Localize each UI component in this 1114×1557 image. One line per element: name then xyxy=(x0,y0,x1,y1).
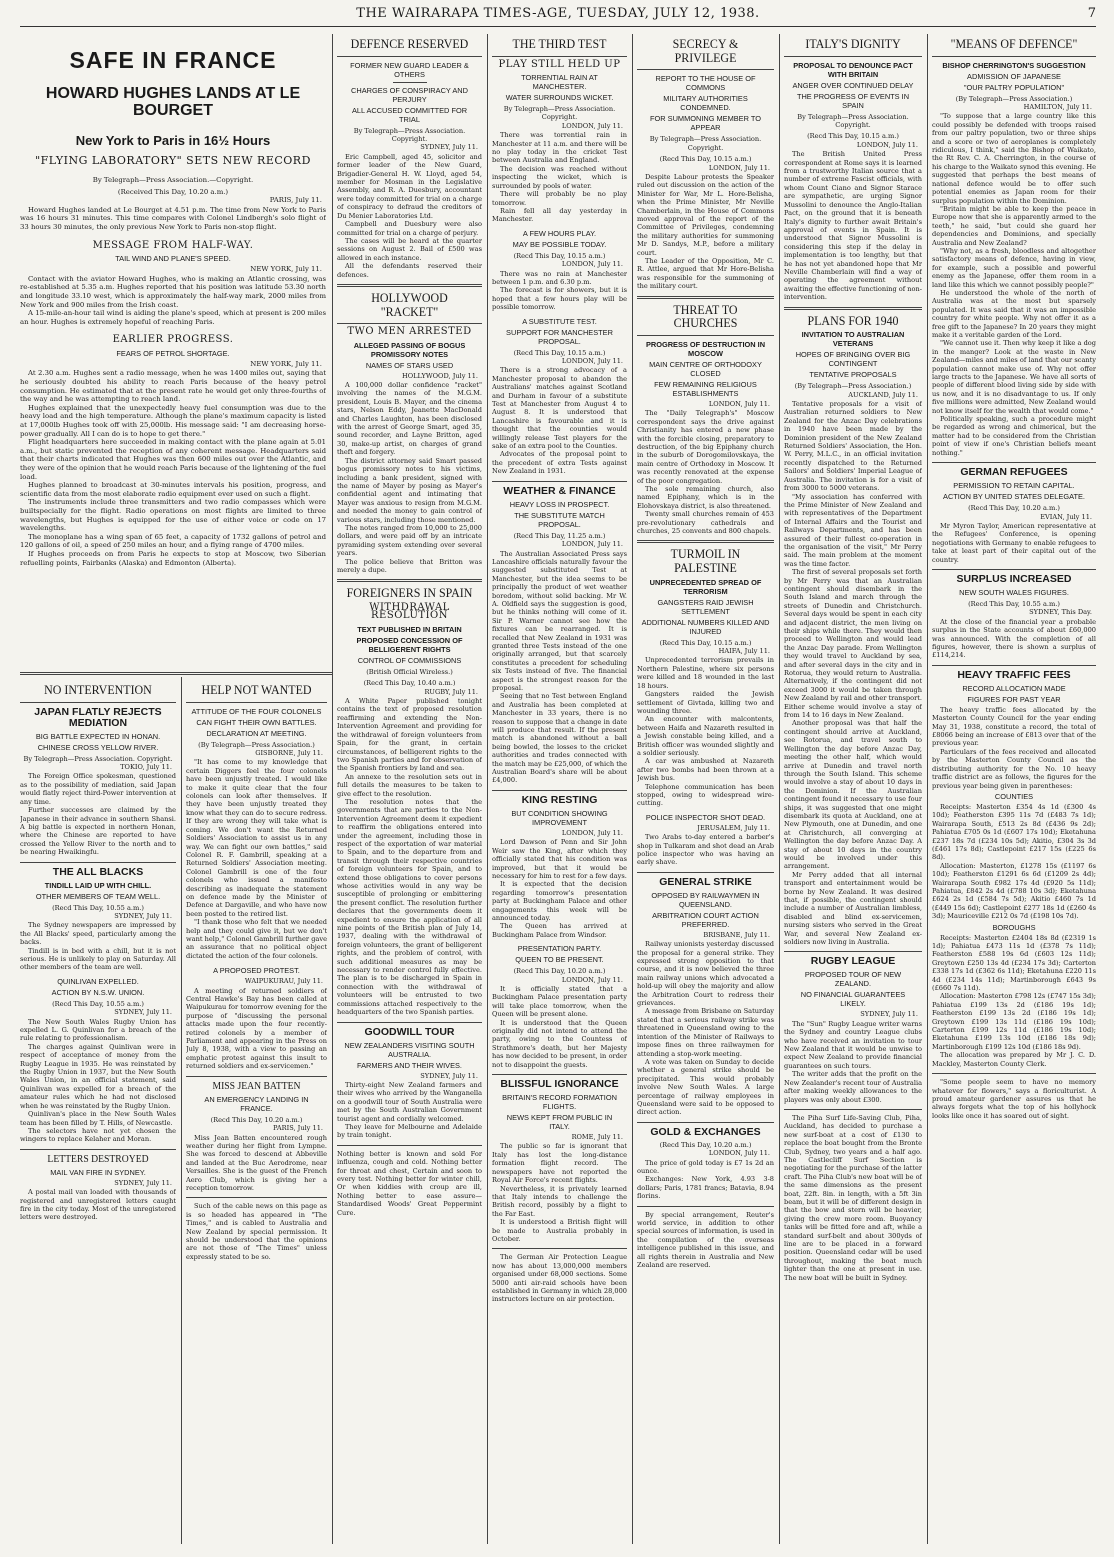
dateline: ROME, July 11. xyxy=(571,1133,623,1142)
headline: SAFE IN FRANCE xyxy=(69,47,277,73)
subheading: TINDILL LAID UP WITH CHILL. xyxy=(44,880,152,890)
received-line: (Recd This Day, 10.20 a.m.) xyxy=(513,967,606,976)
dateline: PARIS, July 11. xyxy=(273,1124,323,1133)
subheading: TAIL WIND AND PLANE'S SPEED. xyxy=(115,254,231,264)
dateline: LONDON, July 11. xyxy=(708,1149,770,1158)
dateline: LONDON, July 11. xyxy=(561,540,623,549)
dateline: LONDON, July 11. xyxy=(561,121,623,130)
byline: (British Official Wireless.) xyxy=(366,667,453,676)
newspaper-title: THE WAIRARAPA TIMES-AGE, TUESDAY, JULY 12, 1938. xyxy=(356,6,760,21)
paragraph: If Hughes proceeds on from Paris he expects to stop at Moscow, two Siberian refuelling points, Fairbanks (Alaska) and Edmonton (Alberta). xyxy=(20,549,326,567)
dateline: LONDON, July 11. xyxy=(561,828,623,837)
paragraph: Quinlivan's place in the New South Wales team has been filled by T. Hills, of Newcastle. xyxy=(20,1110,176,1127)
paragraph: A meeting of returned soldiers of Central Hawke's Bay has been called at Waipukurau for tomorrow evening for the purpose of "discussing the personal attacks made upon the four recently-retired colonels by a member of Parliament and appearing in the Press on July 8, 1938, with a view to passing an emphatic protest against this insult to returned soldiers and ex-servicemen." xyxy=(186,986,327,1071)
subheadline: New York to Paris in 16½ Hours xyxy=(75,132,271,148)
subheading: FARMERS AND THEIR WIVES. xyxy=(357,1060,462,1070)
subheading: FOR SUMMONING MEMBER TO APPEAR xyxy=(650,114,761,133)
dateline: HOLLYWOOD, July 11. xyxy=(402,371,478,380)
paragraph: The police believe that Britton was merely a dupe. xyxy=(337,557,482,574)
headline: "MEANS OF DEFENCE" xyxy=(950,36,1078,51)
paragraph: The Sydney newspapers are impressed by the All Blacks' speed, particularly among the backs. xyxy=(20,921,176,947)
byline: By Telegraph—Press Association. Copyright. xyxy=(649,135,762,152)
paragraph: Hughes explained that the unexpectedly heavy fuel consumption was due to the heavy load and the high temperature. Although the plane's maximum capacity is listed at 17,000lb Hughes took off with 25,000lb. His message said: "I am decreasing horse-power gradually. All I can do is to hope to get there." xyxy=(20,403,326,438)
subheading: QUINLIVAN EXPELLED. xyxy=(57,976,139,986)
headline: FOREIGNERS IN SPAIN xyxy=(346,585,473,601)
paragraph: Two Arabs to-day entered a barber's shop in Tulkaram and shot dead an Arab police inspector who was having an early shave. xyxy=(637,833,774,867)
subheading: ADDITIONAL NUMBERS KILLED AND INJURED xyxy=(641,617,770,636)
dateline: SYDNEY, July 11. xyxy=(114,1178,172,1187)
column-2 xyxy=(337,34,482,1544)
dateline: SYDNEY, July 11. xyxy=(860,1010,918,1019)
headline: HOLLYWOOD "RACKET" xyxy=(371,289,448,319)
paragraph: Particulars of the fees received and allocated by the Masterton County Council as the distributing authority for the No. 10 heavy traffic district are as follows, the figures for the previous year being given in parentheses: xyxy=(932,747,1096,790)
headline: PLANS FOR 1940 xyxy=(807,312,899,328)
subheading: ARBITRATION COURT ACTION PREFERRED. xyxy=(652,910,759,929)
received-line: (Recd This Day, 10.55 a.m.) xyxy=(52,903,144,912)
headline: THE THIRD TEST xyxy=(512,36,607,51)
subheading: BIG BATTLE EXPECTED IN HONAN. xyxy=(35,731,161,741)
subheading: FEW REMAINING RELIGIOUS ESTABLISHMENTS xyxy=(654,379,757,398)
subheading: WATER SURROUNDS WICKET. xyxy=(505,93,614,103)
paragraph: There will probably be no play tomorrow. xyxy=(492,190,627,207)
received-line: (Recd This Day, 10.55 a.m.) xyxy=(968,599,1060,608)
subheadline: "FLYING LABORATORY" SETS NEW RECORD xyxy=(35,154,311,168)
dateline: PARIS, July 11. xyxy=(269,196,322,205)
subheading: BISHOP CHERRINGTON'S SUGGESTION xyxy=(942,60,1086,70)
paragraph: Unprecedented terrorism prevails in Northern Palestine, where six persons were killed and 18 wounded in the last 18 hours. xyxy=(637,656,774,690)
paragraph: They leave for Melbourne and Adelaide by train tonight. xyxy=(337,1122,482,1140)
byline: By Telegraph—Press Association. Copyright. xyxy=(797,112,909,130)
paragraph: Howard Hughes landed at Le Bourget at 4.51 p.m. The time from New York to Paris was 16 hours 31 minutes. This time compares with Colonel Lindbergh's solo flight of 33 hours 30 minutes, the only previous New York to Paris non-stop flight. xyxy=(20,205,326,231)
paragraph: Allocation: Masterton £798 12s (£747 15s 3d); Pahiatua £199 13s 2d (£186 19s 1d); Featherston £199 13s 2d (£186 19s 1d); Greytown £199 13s 11d (£186 19s 10d); Carterton £199 12s 11d (£186 19s 10d); Eketahuna £199 13s 10d (£186 18s 9d); Martinborough £199 12s 10d (£186 18s 9d). xyxy=(932,992,1096,1051)
received-line: (Recd This Day, 11.25 a.m.) xyxy=(513,531,606,540)
subheading: COUNTIES xyxy=(994,791,1034,801)
paragraph: The notes ranged from 10,000 to 25,000 dollars, and were paid off by an intricate pyramiding system extending over several years. xyxy=(337,523,482,558)
paragraph: He understood the whole of the north of Australia was at the most but sparsely populated. It was said that it was an impossible country for white people. Why not offer it as a free gift to the Japanese? In 20 years they might make it a veritable garden of the Lord. xyxy=(932,288,1096,340)
paragraph: Gangsters raided the Jewish settlement of Givtada, killing two and wounding three. xyxy=(637,690,774,715)
paragraph: There was torrential rain in Manchester at 11 a.m. and there will be no play today in the cricket Test between Australia and England. xyxy=(492,131,627,165)
subheading: NEWS KEPT FROM PUBLIC IN ITALY. xyxy=(506,1113,613,1132)
received-line: (Recd This Day, 10.20 a.m.) xyxy=(210,1115,303,1124)
paragraph: The cases will be heard at the quarter sessions on August 2. Bail of £500 was allowed in each instance. xyxy=(337,236,482,262)
paragraph: The Piha Surf Life-Saving Club, Piha, Auckland, has decided to purchase a new surf-boat at a cost of £130 to replace the boat bought from the Bronte Club, Sydney, two years and a half ago. The Castlecliff Surf Section is negotiating for the purchase of the latter craft. The Piha Club's new boat will be of the same dimensions as the present boat, 22ft. 8in. in length, with a 5ft 3in beam, but it will be of different design in that the bow and stern will be heavier, giving the crew more room. Buoyancy tanks will be fitted fore and aft, while a standard surf-belt and about 300yds of line are to be placed in a forward position. Queensland cedar will be used throughout, making the boat much lighter than the one at present in use. The new boat will be built in Sydney. xyxy=(784,1113,922,1282)
advertisement: Nothing better is known and sold For influenza, cough and cold. Nothing better for throat and chest, Certain and soon to every test. Nothing better for winter chill, Or when kiddies with croup are ill, Nothing better to ease assure— Standardised Woods' Great Peppermint Cure. xyxy=(337,1149,482,1217)
subheadline: WITHDRAWAL RESOLUTION xyxy=(369,602,450,622)
headline: LETTERS DESTROYED xyxy=(47,1153,149,1165)
masthead xyxy=(20,6,1096,27)
subheading: FEARS OF PETROL SHORTAGE. xyxy=(116,348,230,358)
paragraph: Seeing that no Test between England and Australia has been completed at Manchester in 33 years, there is no reason to suppose that a change in date will produce that result. If the present match is abandoned without a ball being bowled, the losses to the cricket authorities and trades connected with the match may be £25,000, of which the Australian Board's share will be about £4,000. xyxy=(492,692,627,785)
subheading: AN EMERGENCY LANDING IN FRANCE. xyxy=(204,1094,309,1113)
paragraph: Lord Dawson of Penn and Sir John Weir saw the King, after which they officially stated that his condition was improved, but that it would be necessary for him to rest for a few days. xyxy=(492,838,627,880)
byline: (By Telegraph—Press Association.) xyxy=(198,740,315,749)
paragraph: Mr Myron Taylor, American representative at the Refugees' Conference, is opening negotiations with Germany to enable refugees to take at least part of their capital out of the country. xyxy=(932,521,1096,564)
dateline: SYDNEY, July 11. xyxy=(114,1008,172,1017)
dateline: JERUSALEM, July 11. xyxy=(697,823,770,832)
dateline: LONDON, July 11. xyxy=(561,975,623,984)
paragraph: An annexe to the resolution sets out in full details the measures to be taken to give effect to the resolution. xyxy=(337,772,482,798)
subheading: PROPOSAL TO DENOUNCE PACT WITH BRITAIN xyxy=(793,60,913,79)
subheadline: PLAY STILL HELD UP xyxy=(498,58,621,70)
paragraph: The first of several proposals set forth by Mr Perry was that an Australian contingent should disembark in the South Island and march through the streets of Dunedin and Christchurch. Several days would be spent in each city and adjacent district, the men living on their ships while there. They would then proceed to Wellington and would lead the Anzac Day parade. From Wellington they would travel to Auckland by sea, and after several days in the city and in Rotorua, they would return to Australia. Alternatively, if the contingent did not exceed 3000 it would be taken through New Zealand by rail and other transport. Either scheme would involve a stay of from 14 to 16 days in New Zealand. xyxy=(784,568,922,720)
received-line: (Recd This Day, 10.15 a.m.) xyxy=(513,348,606,357)
dateline: BRISBANE, July 11. xyxy=(703,930,770,939)
subheading: MILITARY AUTHORITIES CONDEMNED. xyxy=(663,94,748,113)
received-line: (Recd This Day, 10.15 a.m.) xyxy=(659,155,752,164)
paragraph: "Britain might be able to keep the peace in Europe now that she is apparently armed to the teeth," he said, "but could she guard her dependencies and Dominions, and specially Australia and New Zealand? xyxy=(932,204,1096,247)
paragraph: Receipts: Masterton £2404 18s 8d (£2319 1s 1d); Pahiatua £473 11s 1d (£378 7s 11d); Featherston £588 19s 6d (£603 12s 11d); Greytown £250 13s 4d (£234 17s 3d); Carterton £338 17s 1d (£362 6s 11d); Eketahuna £220 11s 4d (£234 14s 11d); Martinborough £643 9s (£660 7s 11d). xyxy=(932,933,1096,993)
divider xyxy=(20,672,332,675)
paragraph: The Leader of the Opposition, Mr C. R. Attlee, argued that Mr Hore-Belisha was responsible for the summoning of the military court. xyxy=(637,256,774,291)
subheading: NO FINANCIAL GUARANTEES LIKELY. xyxy=(800,990,906,1009)
paragraph: The "Sun" Rugby League writer warns the Sydney and country League clubs who have received an invitation to tour New Zealand that it would be unwise to expect New Zealand to provide financial guarantees on such tours. xyxy=(784,1019,922,1070)
paragraph: Advocates of the proposal point to the precedent of extra Tests against New Zealand in 1931. xyxy=(492,450,627,476)
dateline: LONDON, July 11. xyxy=(708,399,770,408)
paragraph: The British United Press correspondent at Rome says it is learned from a trustworthy Italian source that a number of extreme Fascist officials, with whom Count Ciano and Signor Starace are sympathetic, are urging Signor Mussolini to denounce the Anglo-Italian Pact, on the ground that it is beneath Italy's dignity to further await Britain's approval of events in Spain. It is understood that Signor Mussolini is considering this step if the delay in implementation is too lengthy, but that he has not yet abandoned hope that Mr Neville Chamberlain will find a way of operating the agreement without awaiting the effective functioning of non-intervention. xyxy=(784,150,922,302)
paragraph: A White Paper published tonight contains the text of proposed resolution reaffirming and extending the Non-Intervention Agreement and providing for the withdrawal of foreign volunteers from Spain, for the grant, in certain circumstances, of belligerent rights to the two Spanish parties and for observation of the Spanish frontiers by land and sea. xyxy=(337,697,482,773)
paragraph: Mr Perry added that all internal transport and entertainment would be borne by New Zealand. It was desired that, if possible, the contingent should include a number of Australian limbless, disabled and blind ex-servicemen, nursing sisters who served in the Great War, and several New Zealand ex-soldiers now living in Australia. xyxy=(784,870,922,947)
dateline: HAMILTON, July 11. xyxy=(1023,103,1092,112)
received-line: (Received This Day, 10.20 a.m.) xyxy=(117,187,229,196)
paragraph: The charges against Quinlivan were in respect of acceptance of money from the Rugby League in 1935. He was reinstated by the Rugby Union in 1937, but the New South Wales Union, in an official statement, said Quinlivan was expelled for a breach of the amateur rules which he had not disclosed when he was reinstated by the Rugby Union. xyxy=(20,1042,176,1110)
headline: SECRECY & PRIVILEGE xyxy=(672,36,739,65)
subheading: THE PROGRESS OF EVENTS IN SPAIN xyxy=(796,91,910,110)
subheading: NEW ZEALANDERS VISITING SOUTH AUSTRALIA. xyxy=(344,1040,475,1059)
paragraph: Another proposal was that half the contingent should arrive at Auckland, see Rotorua, and travel south to Wellington the day before Anzac Day, meeting the other half, which would arrive at Dunedin and travel north through the South Island. This scheme would involve a stay of about 10 days in the Dominion. If the Australian contingent found it necessary to use four ships, it was suggested that one might disembark its quota at Auckland, one at New Plymouth, one at Dunedin, and one at Christchurch, all converging at Wellington the day before Anzac Day. A stay of about 10 days in the country would be involved under this arrangement. xyxy=(784,719,922,871)
dateline: SYDNEY, July 11. xyxy=(420,143,478,152)
paragraph: "To suppose that a large country like this could possibly be defended with troops raised from our paltry population, two or three ships and a score or two of aeroplanes is completely ridiculous, I think," said the Bishop of Waikato, the Rt Rev. C. A. Cherrington, in the course of his charge to the Waikato synod this evening. He suggested that perhaps the best means of national defence would be to offer such potential enemies as Japan room for their surplus population within the Dominion. xyxy=(932,112,1096,205)
subheading: HOPES OF BRINGING OVER BIG CONTINGENT xyxy=(795,350,911,369)
subheading: PROGRESS OF DESTRUCTION IN MOSCOW xyxy=(645,339,766,358)
headline: BLISSFUL IGNORANCE xyxy=(500,1078,619,1091)
received-line: (Recd This Day, 10.15 a.m.) xyxy=(807,132,899,141)
subheading: HEAVY LOSS IN PROSPECT. xyxy=(509,499,610,509)
subheading: A FEW HOURS PLAY. xyxy=(522,228,597,238)
paragraph: The selectors have not yet chosen the wingers to replace Kelaher and Moran. xyxy=(20,1126,176,1144)
paragraph: "It has come to my knowledge that certain Diggers feel the four colonels have been unjustly treated. I would like to make it quite clear that the four colonels can look after themselves. If they have been unjustly treated they know what they can do to secure redress. If they are wrong they will take what is coming. We don't want the Returned Soldiers' Association to assist us in any way. We can fight our own battles," said Colonel R. F. Gambrill, speaking at a Returned Soldiers' Association meeting. Colonel Gambrill is one of the four colonels who issued a manifesto describing as inadequate the statement on defence made by the Minister of Defence at Dargaville, and who have now been posted to the retired list. xyxy=(186,758,327,918)
paragraph: The resolution notes that the governments that are parties to the Non-Intervention Agreement deem it expedient to reaffirm the obligations entered into under the agreement, including those in respect of the exportation of war material to Spain, and to the departure from and transit through their respective countries of foreign volunteers for Spain, and to extend those obligations to cover persons whose activities would in any way be susceptible of prolonging or embittering the present conflict. The resolution further declares that the governments deem it expedient to ensure the application of all nine points of the British plan of July 14, 1937, dealing with the withdrawal of foreign volunteers, the grant of belligerent rights, and the problem of control, with such additional measures as may be necessary to render control fully effective. The plan is to be discharged in Spain in connection with the withdrawal of volunteers will be entrusted to two commissions attached respectively to the headquarters of the two Spanish parties. xyxy=(337,797,482,1017)
subheading: BUT CONDITION SHOWING IMPROVEMENT xyxy=(511,808,608,827)
paragraph: A vote was taken on Sunday to decide whether a general strike should be precipitated. This would probably involve New South Wales. A large percentage of railway employees in Queensland were said to be opposed to direct action. xyxy=(637,1057,774,1117)
headline: WEATHER & FINANCE xyxy=(503,484,616,497)
paragraph: The instruments include three transmitters and two radio compasses which were builtspecially for the flight. Radio operations on most flights are limited to three wavelengths, but Hughes is equipped for the use of either voice or code on 17 wavelengths. xyxy=(20,498,326,533)
paragraph: The Foreign Office spokesman, questioned as to the possibility of mediation, said Japan would flatly reject third-Power intervention at any time. xyxy=(20,772,176,806)
paragraph: The district attorney said Smart passed bogus promissory notes to his victims, including a bank president, signed with the name of Mayer by posing as Mayer's confidential agent and intimating that Mayer was anxious to resign from M.G.M. and needed the money to gain control of various stars, including those mentioned. xyxy=(337,456,482,524)
subheading: FORMER NEW GUARD LEADER & OTHERS xyxy=(350,60,469,79)
lead-story xyxy=(20,34,326,670)
paragraph: At 2.30 a.m. Hughes sent a radio message, when he was 1400 miles out, saying that he seriously doubted his ability to reach Paris because of the heavy petrol consumption. He estimated that at the present rate he would get only three-fourths of the way and he was attempting to reach land. xyxy=(20,369,326,404)
paragraph: Allocation: Masterton, £1278 15s (£1197 6s 10d); Featherston £1291 6s 6d (£1209 2s 4d); Wairarapa South £982 17s 4d (£920 5s 11d); Pahiatua, £842 2s 4d (£788 10s 3d); Eketahuna £624 2s 1d (£584 7s 5d); Akitio £460 7s 1d (£449 15s 6d); Castlepoint £277 18s 1d (£260 4s 3d); Mauriceville £212 0s 7d (£198 10s 7d). xyxy=(932,861,1096,921)
paragraph: The monoplane has a wing span of 65 feet, a capacity of 1732 gallons of petrol and 120 gallons of oil, a speed of 250 miles an hour, and a flying range of 4700 miles. xyxy=(20,532,326,550)
paragraph: Tindill is in bed with a chill, but it is not serious. He is unlikely to play on Saturday. All other members of the team are well. xyxy=(20,946,176,972)
subheading: OTHER MEMBERS OF TEAM WELL. xyxy=(35,891,161,901)
paragraph: Thirty-eight New Zealand farmers and their wives who arrived by the Wanganella on a goodwill tour of South Australia were met by the South Australian Government tourist agent and cordially welcomed. xyxy=(337,1080,482,1123)
headline: THE ALL BLACKS xyxy=(52,865,144,878)
subheading: BOROUGHS xyxy=(992,922,1036,932)
dateline: WAIPUKURAU, July 11. xyxy=(244,977,323,986)
subheading: CONTROL OF COMMISSIONS xyxy=(357,655,462,665)
column-rule xyxy=(181,677,182,1544)
subheadline: TWO MEN ARRESTED xyxy=(347,326,472,338)
received-line: (Recd This Day, 10.20 a.m.) xyxy=(968,504,1060,513)
dateline: RUGBY, July 11. xyxy=(424,687,478,696)
received-line: (Recd This Day, 10.15 a.m.) xyxy=(513,251,606,260)
subheading: ALL ACCUSED COMMITTED FOR TRIAL xyxy=(351,105,468,124)
headline: HEAVY TRAFFIC FEES xyxy=(957,668,1071,681)
column-4 xyxy=(637,34,774,1544)
subheading: TORRENTIAL RAIN AT MANCHESTER. xyxy=(521,73,598,92)
dateline: LONDON, July 11. xyxy=(561,356,623,365)
subheading: A SUBSTITUTE TEST. xyxy=(522,316,597,326)
byline: By Telegraph—Press Association. Copyright. xyxy=(23,754,173,763)
headline: TURMOIL IN PALESTINE xyxy=(670,546,741,576)
paragraph: A 15-mile-an-hour tail wind is aiding the plane's speed, which at present is 200 miles an hour. Hughes is extremely hopeful of reaching Paris. xyxy=(20,309,326,326)
column-6 xyxy=(932,34,1096,1544)
paragraph: Politically speaking, such a procedure might be regarded as wrong and chimerical, but the matter had to be considered from the Christian point of view if one's Christian beliefs meant nothing." xyxy=(932,415,1096,457)
dateline: LONDON, July 11. xyxy=(708,163,770,172)
byline: By Telegraph—Press Association. Copyright. xyxy=(353,126,466,144)
paragraph: A 100,000 dollar confidence "racket" involving the names of the M.G.M. president, Louis B. Mayer, and the cinema stars, Nelson Eddy, Jeanette MacDonald and Charles Laughton, has been disclosed with the arrest of George Smart, aged 35, sound recorder, and Layne Britton, aged 30, make-up artist, on charges of grand theft and forgery. xyxy=(337,381,482,457)
paragraph: A postal mail van loaded with thousands of registered and unregistered letters caught fire in the city today. Most of the unregistered letters were destroyed. xyxy=(20,1188,176,1222)
received-line: (Recd This Day, 10.15 a.m.) xyxy=(659,638,752,647)
dateline: TOKIO, July 11. xyxy=(120,763,172,772)
column-rule xyxy=(632,34,633,1544)
received-line: (Recd This Day, 10.40 a.m.) xyxy=(363,679,456,688)
paragraph: The forecast is for showers, but it is hoped that a few hours play will be possible tomorrow. xyxy=(492,286,627,312)
paragraph: Contact with the aviator Howard Hughes, who is making an Atlantic crossing, was re-established at 5.35 a.m. Hughes reported that his position was latitude 53.30 north and longitude 33.10 west, which is approximately the half-way mark, 2000 miles from New York and 900 miles from the Irish coast. xyxy=(20,274,326,309)
paragraph: The allocation was prepared by Mr J. C. D. Mackley, Masterton County Clerk. xyxy=(932,1051,1096,1068)
byline: (By Telegraph—Press Association.) xyxy=(955,94,1073,103)
subheading: ATTITUDE OF THE FOUR COLONELS xyxy=(191,706,322,716)
column-5 xyxy=(784,34,922,1544)
subheading: PROPOSED CONCESSION OF BELLIGERENT RIGHTS xyxy=(356,635,463,654)
paragraph: Despite Labour protests the Speaker ruled out discussion on the action of the Minister for War, Mr L. Hore-Belisha, when the Prime Minister, Mr Neville Chamberlain, in the House of Commons moved approval of the report of the Committee of Privileges, condemning the military authorities for summoning Mr D. Sandys, M.P., before a military court. xyxy=(637,172,774,257)
subheading: "OUR PALTRY POPULATION" xyxy=(963,82,1065,92)
paragraph: Flight headquarters here succeeded in making contact with the plane again at 5.01 a.m., but static prevented the reception of any coherent message. Headquarters said that their charts indicated that Hughes was then 600 miles out over the Atlantic, and they were of the opinion that he would reach Paris because of the lightening of the fuel load. xyxy=(20,438,326,481)
paragraph: The public so far is ignorant that Italy has lost the long-distance formation flight record. The newspapers have not reported the Royal Air Force's recent flights. xyxy=(492,1142,627,1185)
paragraph: It is expected that the decision regarding tomorrow's presentation party at Buckingham Palace and other engagements this week will be announced today. xyxy=(492,880,627,922)
paragraph: It is understood a British flight will be made to Australia probably in October. xyxy=(492,1218,627,1243)
headline: HOWARD HUGHES LANDS AT LE BOURGET xyxy=(45,85,301,119)
byline: By Telegraph—Press Association.—Copyright. xyxy=(92,175,254,184)
paragraph: "We cannot use it. Then why keep it like a dog in the manger? Look at the waste in New Zealand—miles and miles of land that our scanty population cannot make use of. Why not offer large tracts to the Japanese. We have all sorts of people of different blood living side by side with us now, and it is no disadvantage to us. If only five millions were admitted, New Zealand would not know itself for the wealth that would come." xyxy=(932,339,1096,415)
subheading: THE SUBSTITUTE MATCH PROPOSAL. xyxy=(514,510,605,529)
paragraph: The German Air Protection League now has about 13,000,000 members organised under 68,000 sections. Some 5000 anti air-raid schools have been established in Germany in which 28,000 instructors lecture on air protection. xyxy=(492,1253,627,1304)
subheading: PERMISSION TO RETAIN CAPITAL. xyxy=(953,481,1075,491)
subheading: CHARGES OF CONSPIRACY AND PERJURY xyxy=(351,85,468,104)
subheading: MAIN CENTRE OF ORTHODOXY CLOSED xyxy=(649,359,762,378)
dateline: HAIFA, July 11. xyxy=(718,647,770,656)
paragraph: Twenty small churches remain of 453 pre-revolutionary cathedrals and churches, 25 convents and 800 chapels. xyxy=(637,510,774,535)
paragraph: The heavy traffic fees allocated by the Masterton County Council for the year ending May 31, 1938, constitute a record, the total of £8066 being an increase of £813 over that of the previous year. xyxy=(932,705,1096,748)
paragraph: Telephone communication has been stopped, owing to widespread wire-cutting. xyxy=(637,782,774,808)
column-1a xyxy=(20,680,176,1544)
headline: RUGBY LEAGUE xyxy=(810,955,896,968)
subheading: QUEEN TO BE PRESENT. xyxy=(515,955,604,965)
dateline: EVIAN, July 11. xyxy=(1040,512,1092,521)
subheading: MAY BE POSSIBLE TODAY. xyxy=(512,239,607,249)
paragraph: The decision was reached without inspecting the wicket, which is surrounded by pools of water. xyxy=(492,164,627,190)
dateline: NEW YORK, July 11. xyxy=(250,265,322,274)
headline: GOODWILL TOUR xyxy=(364,1025,455,1038)
subheading: DECLARATION AT MEETING. xyxy=(206,728,307,738)
headline: GERMAN REFUGEES xyxy=(960,466,1068,479)
headline: ITALY'S DIGNITY xyxy=(805,36,901,51)
subheading: PRESENTATION PARTY. xyxy=(517,944,602,954)
paragraph: It is officially stated that a Buckingham Palace presentation party will take place tomorrow, when the Queen will be present alone. xyxy=(492,984,627,1019)
subheading: ANGER OVER CONTINUED DELAY xyxy=(792,80,914,90)
paragraph: Nevertheless, it is privately learned that Italy intends to challenge the British record, possibly by a flight to the Far East. xyxy=(492,1184,627,1218)
paragraph: All the defendants reserved their defences. xyxy=(337,262,482,279)
paragraph: Such of the cable news on this page as is so headed has appeared in "The Times," and is cabled to Australia and New Zealand by special permission. It should be understood that the opinions are not those of "The Times" unless expressly stated to be so. xyxy=(186,1202,327,1261)
paragraph: "My association has conferred with the Prime Minister of New Zealand and with representatives of the Department of Internal Affairs and the Tourist and Railways Departments, and has been assured of their fullest co-operation in the organisation of the visit," Mr Perry said. The main problem at the moment was the time factor. xyxy=(784,492,922,568)
subheading: CAN FIGHT THEIR OWN BATTLES. xyxy=(196,717,317,727)
dateline: LONDON, July 11. xyxy=(561,260,623,269)
subheading: NAMES OF STARS USED xyxy=(365,360,454,370)
headline: KING RESTING xyxy=(521,793,598,806)
paragraph: It is understood that the Queen originally did not intend to attend the party, owing to the Countess of Strathmore's death, but her Majesty has now decided to be present, in order not to disappoint the guests. xyxy=(492,1018,627,1069)
paragraph: "Why not, as a fresh, bloodless and altogether satisfactory means of defence, having in view, for example, such a possible and powerful enemy as the Japanese, offer them room in a land like this which we cannot possibly people?" xyxy=(932,246,1096,289)
subheading: ACTION BY N.S.W. UNION. xyxy=(51,987,145,997)
paragraph: "I thank those who felt that we needed help and they could give it, but we don't want help," Colonel Gambrill further gave an assurance that no political object dictated the action of the four colonels. xyxy=(186,918,327,960)
paragraph: "Some people seem to have no memory whatever for flowers," says a floriculturist. A proud amateur gardener assures us that he always forgets what the top of his hollyhock looks like once it has soared out of sight. xyxy=(932,1078,1096,1120)
subheading: GANGSTERS RAID JEWISH SETTLEMENT xyxy=(657,597,754,616)
paragraph: Receipts: Masterton £354 4s 1d (£300 4s 10d); Featherston £395 11s 7d (£483 7s 1d); Wairarapa South, £513 2s 8d (£436 9s 2d); Pahiatua £705 0s 1d (£607 17s 10d); Eketahuna £237 18s 7d (£234 10s 5d); Akitio, £304 3s 3d (£461 17s 8d); Castlepoint £217 15s (£225 6s 8d). xyxy=(932,802,1096,862)
paragraph: The sole remaining church, also named Epiphany, which is in the Elohovskaya district, is also threatened. xyxy=(637,484,774,510)
subheading: UNPRECEDENTED SPREAD OF TERRORISM xyxy=(649,577,762,596)
subheading: MAIL VAN FIRE IN SYDNEY. xyxy=(50,1167,146,1177)
byline: By Telegraph—Press Association. Copyright. xyxy=(503,105,616,122)
column-1b xyxy=(186,680,327,1544)
paragraph: The New South Wales Rugby Union has expelled L. G. Quinlivan for a breach of the rule relating to professionalism. xyxy=(20,1017,176,1043)
subheading: BRITAIN'S RECORD FORMATION FLIGHTS. xyxy=(502,1093,617,1112)
headline: NO INTERVENTION xyxy=(44,682,152,697)
dateline: GISBORNE, July 11. xyxy=(255,749,323,758)
paragraph: The price of gold today is £7 1s 2d an ounce. xyxy=(637,1158,774,1175)
paragraph: The "Daily Telegraph's" Moscow correspondent says the drive against Christianity has entered a new phase with the forcible closing, preparatory to destruction, of the big Epiphany church in the suburb of Dorogomilovskaya, the main centre of Orthodoxy in Moscow. It was recently renovated at the expense of the poor congregation. xyxy=(637,409,774,485)
byline: (By Telegraph—Press Association.) xyxy=(794,382,912,391)
paragraph: Rain fell all day yesterday in Manchester. xyxy=(492,206,627,224)
dateline: AUCKLAND, July 11. xyxy=(848,390,918,399)
dateline: SYDNEY, July 11. xyxy=(420,1071,478,1080)
paragraph: Hughes planned to broadcast at 30-minutes intervals his position, progress, and scientific data from the most elaborate radio equipment ever used on such a flight. xyxy=(20,481,326,498)
subheading: OPPOSED BY RAILWAYMEN IN QUEENSLAND. xyxy=(651,890,760,909)
subheading: ALLEGED PASSING OF BOGUS PROMISSORY NOTES xyxy=(353,340,466,359)
section-heading: MESSAGE FROM HALF-WAY. xyxy=(92,239,254,251)
subheading: ACTION BY UNITED STATES DELEGATE. xyxy=(943,492,1085,502)
received-line: (Recd This Day, 10.55 a.m.) xyxy=(52,999,144,1008)
paragraph: By special arrangement, Reuter's world service, in addition to other special sources of information, is used in the compilation of the overseas intelligence published in this issue, and all rights therein in Australia and New Zealand are reserved. xyxy=(637,1210,774,1270)
paragraph: A car was ambushed at Nazareth after two bombs had been thrown at a Jewish bus. xyxy=(637,757,774,783)
subheading: FIGURES FOR PAST YEAR xyxy=(967,694,1061,704)
column-rule xyxy=(927,34,928,1544)
subheading: REPORT TO THE HOUSE OF COMMONS xyxy=(655,74,756,93)
headline: GENERAL STRIKE xyxy=(659,875,752,888)
received-line: (Recd This Day, 10.20 a.m.) xyxy=(659,1140,752,1149)
section-heading: EARLIER PROGRESS. xyxy=(112,334,234,346)
subheading: RECORD ALLOCATION MADE xyxy=(962,683,1066,693)
column-rule xyxy=(487,34,488,1544)
headline: DEFENCE RESERVED xyxy=(350,36,469,51)
headline: GOLD & EXCHANGES xyxy=(650,1125,761,1138)
subheading: INVITATION TO AUSTRALIAN VETERANS xyxy=(801,330,905,349)
paragraph: There is a strong advocacy of a Manchester proposal to abandon the Australians' matches against Scotland and Durham in favour of a substitute Test at Manchester from August 4 to August 8. It is understood that Lancashire is favourable and it is thought that the counties would willingly release Test players for the sake of an extra pool to the Counties. xyxy=(492,366,627,451)
paragraph: There was no rain at Manchester between 1 p.m. and 6.30 p.m. xyxy=(492,269,627,286)
subheading: PROPOSED TOUR OF NEW ZEALAND. xyxy=(804,970,902,989)
subheading: POLICE INSPECTOR SHOT DEAD. xyxy=(645,812,766,822)
paragraph: Eric Campbell, aged 45, solicitor and former leader of the New Guard, Brigadier-General H. W. Lloyd, aged 54, member for Mosman in the Legislative Assembly, and R. A. Duesbury, accountant were today committed for trial on a charge of conspiracy to defraud the creditors of Du Menier Laboratories Ltd. xyxy=(337,152,482,220)
paragraph: Miss Jean Batten encountered rough weather during her flight from Lympne. She was forced to descend at Abbeville and landed at the Buc Aerodrome, near Versailles. She is the guest of the French Aero Club, which is giving her a reception tomorrow. xyxy=(186,1133,327,1192)
paragraph: Exchanges: New York, 4.93 3-8 dollars; Paris, 1781 francs; Batavia, 8.94 florins. xyxy=(637,1175,774,1201)
paragraph: The Queen has arrived at Buckingham Palace from Windsor. xyxy=(492,922,627,939)
subheading: TEXT PUBLISHED IN BRITAIN xyxy=(357,624,462,634)
headline: THREAT TO CHURCHES xyxy=(673,301,738,331)
subheading: CHINESE CROSS YELLOW RIVER. xyxy=(37,742,159,752)
paragraph: The writer adds that the profit on the New Zealander's recent tour of Australia after making weekly allowances to the players was only about £300. xyxy=(784,1070,922,1104)
column-rule xyxy=(779,34,780,1544)
paragraph: Campbell and Duesbury were also committed for trial on a charge of perjury. xyxy=(337,220,482,237)
subheading: SUPPORT FOR MANCHESTER PROPOSAL. xyxy=(506,327,613,346)
paragraph: Railway unionists yesterday discussed the proposal for a general strike. They expressed strong opposition to that course, and it is now believed the three main railway unions which advocated a hold-up will obey the majority and allow the Arbitration Court to redress their grievances. xyxy=(637,940,774,1008)
dateline: SYDNEY, July 11. xyxy=(114,911,172,920)
subheading: ADMISSION OF JAPANESE xyxy=(967,71,1061,81)
subheading: A PROPOSED PROTEST. xyxy=(213,966,300,976)
dateline: SYDNEY, This Day. xyxy=(1029,608,1092,617)
subheading: NEW SOUTH WALES FIGURES. xyxy=(959,587,1069,597)
headline: MISS JEAN BATTEN xyxy=(212,1080,301,1092)
paragraph: At the close of the financial year a probable surplus in the State accounts of about £60,000 was announced. With the completion of all figures, however, there is shown a surplus of £114,214. xyxy=(932,617,1096,660)
column-3 xyxy=(492,34,627,1544)
paragraph: An encounter with malcontents, between Haifa and Nazareth resulted in a Jewish constable being killed, and a British officer was wounded slightly and a soldier seriously. xyxy=(637,715,774,757)
dateline: NEW YORK, July 11. xyxy=(250,359,322,368)
paragraph: A message from Brisbane on Saturday stated that a serious railway strike was threatened in Queensland owing to the intention of the Minister of Railways to impose fines on three railwaymen for attending a stop-work meeting. xyxy=(637,1007,774,1058)
page-number: 7 xyxy=(1087,6,1096,21)
paragraph: The Australian Associated Press says Lancashire officials naturally favour the suggested substituted Test at Manchester, but the idea seems to be principally the product of wet weather boredom, without solid backing. Mr W. A. Oldfield says the suggestion is good, but he thinks nothing will come of it. Sir P. Warner cannot see how the fixtures can be rearranged. It is recalled that New Zealand in 1931 was granted three Tests instead of the one originally arranged, but that scarcely constitutes a precedent for scheduling six Tests instead of five. The financial aspect is the strongest reason for the proposal. xyxy=(492,549,627,692)
headline: JAPAN FLATLY REJECTS MEDIATION xyxy=(34,705,162,729)
column-rule xyxy=(332,34,333,1544)
dateline: LONDON, July 11. xyxy=(856,140,918,149)
paragraph: Tentative proposals for a visit of Australian returned soldiers to New Zealand for the Anzac Day celebrations in 1940 have been made by the Dominion president of the New Zealand Returned Soldiers' Association, the Hon. W. Perry, M.L.C., in an official invitation recently dispatched to the Returned Sailors' and Soldiers' Imperial League of Australia. The invitation is for a visit of from 3000 to 5000 veterans. xyxy=(784,400,922,493)
headline: HELP NOT WANTED xyxy=(201,682,312,697)
subheading: TENTATIVE PROPOSALS xyxy=(809,370,897,380)
headline: SURPLUS INCREASED xyxy=(956,572,1072,585)
paragraph: Further successes are claimed by the Japanese in their advance in southern Shansi. A big battle is expected in northern Honan, where the Chinese are reported to have crossed the Yellow River to the north and to be nearing Hwaikingfu. xyxy=(20,806,176,857)
